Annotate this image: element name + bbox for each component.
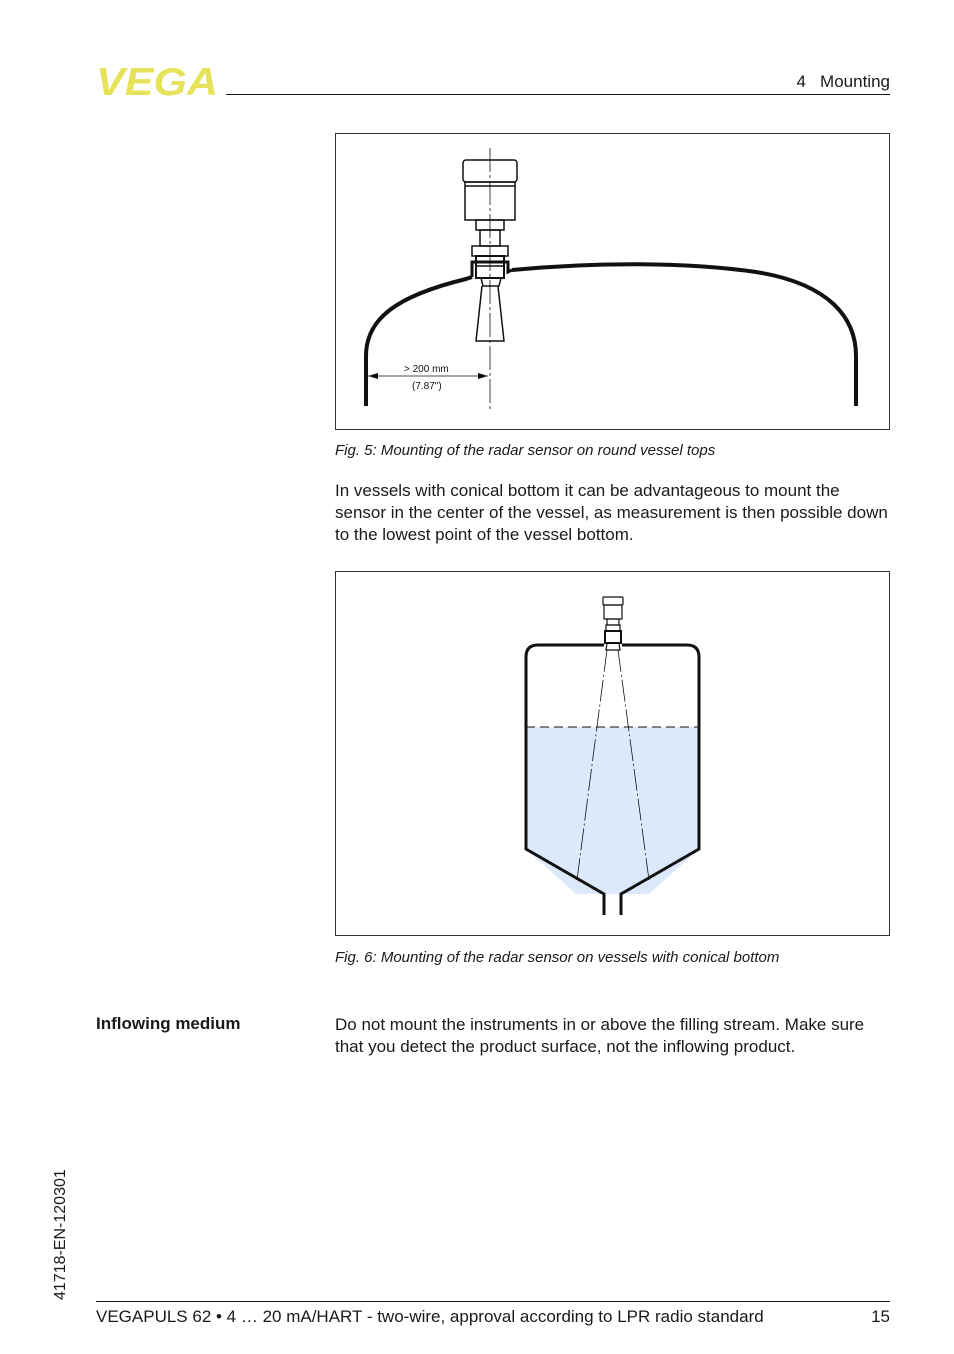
figure-5-caption: Fig. 5: Mounting of the radar sensor on round vessel tops	[335, 442, 716, 459]
vessel-liquid	[526, 727, 699, 894]
paragraph-conical-bottom: In vessels with conical bottom it can be advantageous to mount the sensor in the center of the vessel, as measurement is then possible down to the lowest point of the vessel bottom.	[335, 481, 888, 544]
radar-sensor	[603, 597, 623, 650]
vega-logo	[96, 64, 220, 98]
footer-rule	[96, 1301, 890, 1302]
figure-6-frame	[335, 571, 890, 936]
vega-logo-text: VEGA	[96, 64, 218, 98]
header-rule	[226, 94, 890, 95]
vessel-wall-right	[512, 264, 856, 406]
page-number: 15	[871, 1307, 890, 1326]
section-heading: 4 Mounting	[796, 72, 890, 91]
dimension-arrow-right	[478, 373, 488, 379]
vessel-socket	[472, 262, 512, 277]
dimension-inch-label: (7.87")	[412, 381, 442, 392]
footer-product-line: VEGAPULS 62 • 4 … 20 mA/HART - two-wire, approval according to LPR radio standard	[96, 1307, 764, 1326]
figure-6-drawing	[336, 572, 889, 935]
figure-6-caption: Fig. 6: Mounting of the radar sensor on vessels with conical bottom	[335, 949, 780, 966]
document-id: 41718-EN-120301	[52, 1169, 69, 1300]
dimension-arrow-left	[368, 373, 378, 379]
figure-5-drawing	[336, 134, 889, 429]
inflowing-medium-text: Do not mount the instruments in or above the filling stream. Make sure that you detect the product surface, not the inflowing product.	[335, 1015, 865, 1056]
dimension-mm-label: > 200 mm	[404, 364, 449, 375]
inflowing-medium-heading: Inflowing medium	[96, 1014, 241, 1033]
figure-5-frame	[335, 133, 890, 430]
